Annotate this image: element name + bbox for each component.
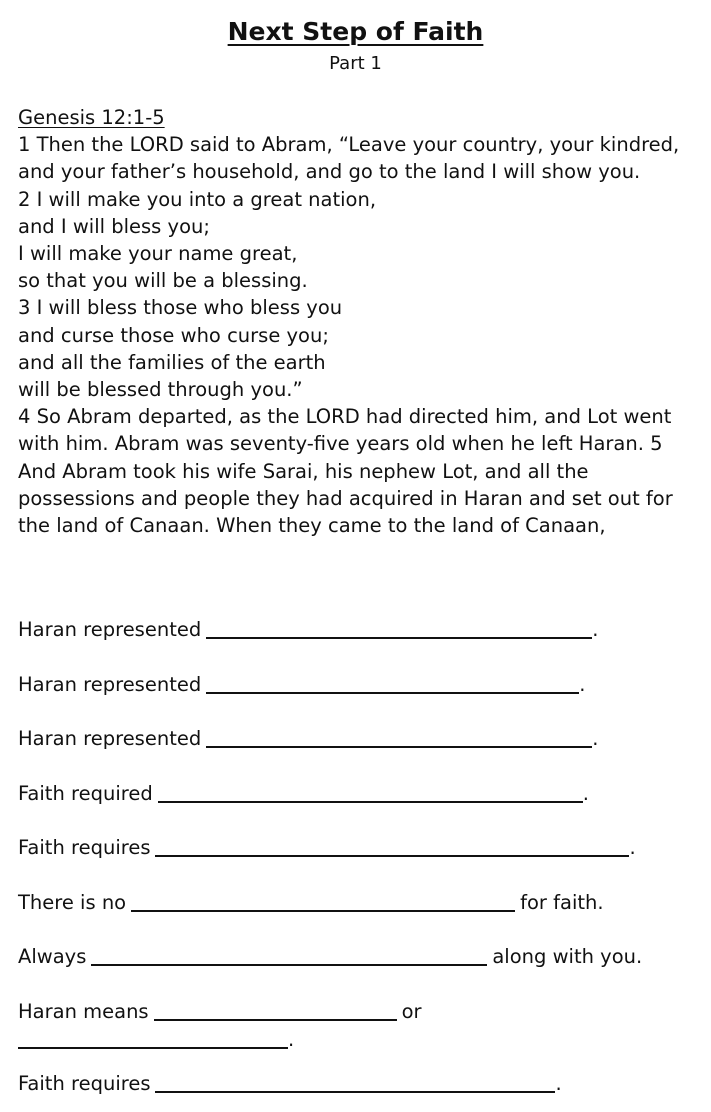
fill-in-suffix: . [579,673,586,696]
verse-line: 2 I will make you into a great nation, [18,187,377,211]
answer-blank[interactable] [206,746,592,748]
fill-in-line-6 [18,889,698,916]
fill-in-line-8-continued [18,1026,698,1053]
answer-blank[interactable] [206,637,592,639]
fill-in-prefix: There is no [18,891,127,914]
scripture-passage [18,104,690,539]
fill-in-prefix: Faith requires [18,836,151,859]
fill-in-prefix: Faith required [18,782,153,805]
fill-in-line-3 [18,725,698,752]
verse-line: and curse those who curse you; [18,323,329,347]
fill-in-suffix: . [592,727,599,750]
fill-in-prefix: Haran represented [18,727,202,750]
page-title: Next Step of Faith [227,17,484,46]
fill-in-suffix: . [582,782,589,805]
verse-line: will be blessed through you.” [18,378,303,402]
verse-line: 3 I will bless those who bless you [18,296,343,320]
verse-line: and all the families of the earth [18,350,326,374]
fill-in-line-2 [18,671,698,698]
verse-line: I will make your name great, [18,242,298,266]
verse-line: so that you will be a blessing. [18,269,308,293]
fill-in-suffix: . [555,1072,562,1095]
fill-in-suffix: for faith. [520,891,604,914]
fill-in-suffix: . [288,1028,295,1051]
fill-in-suffix: along with you. [492,945,643,968]
scripture-reference: Genesis 12:1-5 [18,106,165,129]
fill-in-suffix: . [592,618,599,641]
answer-blank[interactable] [206,692,579,694]
fill-in-prefix: Faith requires [18,1072,151,1095]
fill-in-line-1 [18,616,698,643]
verses-4-5: 4 So Abram departed, as the LORD had directed him, and Lot went with him. Abram was seventy-five years old when he left Haran. 5 And Abram took his wife Sarai, his nephew Lot, and all the possessions and people they had acquired in Haran and set out for the land of Canaan. When they came to the land of Canaan, [18,405,673,538]
fill-in-prefix: Haran represented [18,618,202,641]
fill-in-line-8 [18,998,698,1025]
page-subtitle: Part 1 [329,53,382,74]
fill-in-suffix: . [629,836,636,859]
fill-in-prefix: Always [18,945,87,968]
answer-blank[interactable] [155,855,629,857]
verse-line: and I will bless you; [18,214,210,238]
fill-in-line-4 [18,780,698,807]
fill-in-prefix: Haran means [18,1000,149,1023]
answer-blank[interactable] [18,1047,288,1049]
answer-blank[interactable] [131,910,515,912]
verse-1: 1 Then the LORD said to Abram, “Leave your country, your kindred, and your father’s household, and go to the land I will show you. [18,133,680,184]
fill-in-line-9 [18,1070,698,1097]
fill-in-suffix: or [401,1000,422,1023]
answer-blank[interactable] [91,964,487,966]
answer-blank[interactable] [154,1019,397,1021]
fill-in-line-5 [18,834,698,861]
answer-blank[interactable] [155,1091,555,1093]
answer-blank[interactable] [158,801,583,803]
fill-in-line-7 [18,943,698,970]
fill-in-prefix: Haran represented [18,673,202,696]
